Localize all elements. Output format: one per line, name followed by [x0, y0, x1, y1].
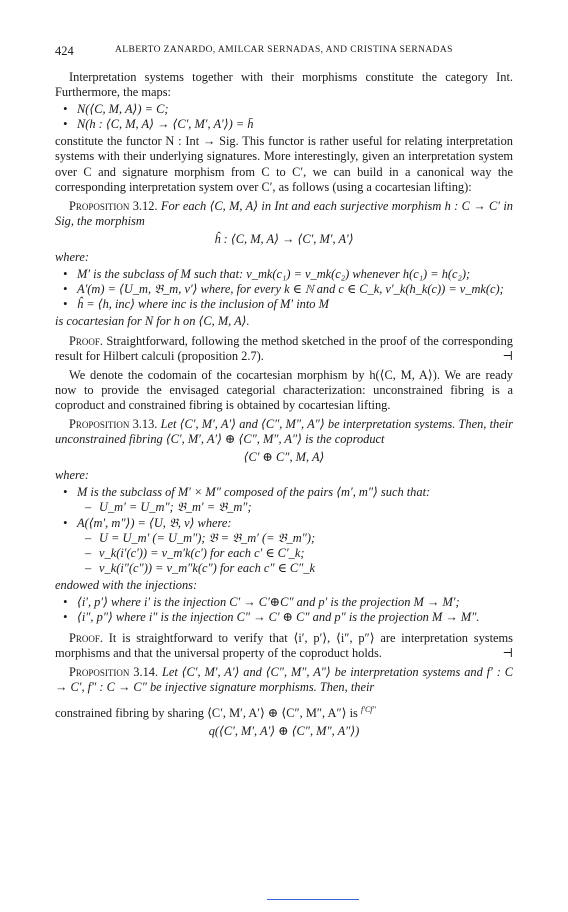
intro-paragraph: Interpretation systems together with their morphisms constitute the category Int. Furthermore, the maps:: [55, 70, 513, 100]
proposition-text: For each ⟨C, M, A⟩ in Int and each surjective morphism h : C → C′ in Sig, the morphism: [55, 198, 513, 228]
qed-symbol: ⊣: [502, 646, 513, 661]
proof-text: Straightforward, following the method sketched in the proof of the corresponding result for Hilbert calculi (proposition 2.7).: [55, 333, 513, 363]
sub-condition: – U_m′ = U_m″; 𝔅_m′ = 𝔅_m″;: [99, 500, 513, 515]
injection-list: [55, 595, 513, 625]
running-head-authors: ALBERTO ZANARDO, AMILCAR SERNADAS, AND CRISTINA SERNADAS: [115, 45, 453, 55]
page-body: [55, 70, 513, 742]
proposition-3-12: [55, 199, 513, 229]
display-formula: ĥ : ⟨C, M, A⟩ → ⟨C′, M′, A′⟩: [214, 231, 354, 246]
proof-label: Proof.: [69, 631, 103, 646]
display-formula: q(⟨C′, M′, A′⟩ ⊕ ⟨C″, M″, A″⟩): [208, 723, 360, 738]
codomain-paragraph: We denote the codomain of the cocartesian morphism by h(⟨C, M, A⟩). We are ready now to provide the envisaged categorial characterization: unconstrained fibring is a coproduct and constrained fibring is obtained by cocartesian lifting.: [55, 367, 513, 412]
proposition-label: Proposition 3.12.: [69, 198, 158, 213]
proof-label: Proof.: [69, 333, 103, 348]
functor-map-list: [55, 102, 513, 132]
sub-condition: – v_k(i″(c″)) = v_m″k(c″) for each c″ ∈ C″_k: [99, 561, 513, 576]
coproduct-conditions: [55, 485, 513, 576]
functor-paragraph: constitute the functor N : Int → Sig. This functor is rather useful for relating interpretation systems with their underlying signatures. More interestingly, given an interpretation system over C and signature morphism from C to C′, we can build in a canonical way the corresponding interpretation system over C′, as follows (using a cocartesian lifting):: [55, 134, 513, 194]
proposition-text: Let ⟨C′, M′, A′⟩ and ⟨C″, M″, A″⟩ be interpretation systems and f′ : C → C′, f″ : C → C″ be injective signature morphisms. Then, their: [55, 665, 513, 695]
endowed-label: endowed with the injections:: [55, 577, 198, 592]
condition-item: • M is the subclass of M′ × M″ composed of the pairs ⟨m′, m″⟩ such that: – U_m′ = U_m″; 𝔅_m′ = 𝔅_m″;: [77, 485, 513, 515]
proof-3-13: [55, 631, 513, 661]
condition-item: • A(⟨m′, m″⟩) = ⟨U, 𝔅, v⟩ where: – U = U_m′ (= U_m″); 𝔅 = 𝔅_m′ (= 𝔅_m″); – v_k(i′(c′)) = v_m′k(c′) for each c′ ∈ C′_k; – v_k(i″(c″)) = v_m″k(c″) for each c″ ∈ C″_k: [77, 516, 513, 576]
functor-map-item: • N(⟨C, M, A⟩) = C;: [77, 102, 513, 117]
footer-link-line: [267, 899, 359, 900]
injection-item: • ⟨i″, p″⟩ where i″ is the injection C″ → C′ ⊕ C″ and p″ is the projection M → M″.: [77, 610, 513, 625]
functor-map-item: • N(h : ⟨C, M, A⟩ → ⟨C′, M′, A′⟩) = h̄: [77, 117, 513, 132]
page-number: 424: [55, 44, 74, 58]
condition-item: • M′ is the subclass of M such that: v_mk(c₁) = v_mk(c₂) whenever h(c₁) = h(c₂);: [77, 267, 513, 282]
proposition-last-line: constrained fibring by sharing ⟨C′, M′, A′⟩ ⊕ ⟨C″, M″, A″⟩ is $^{f'Cf''}$: [55, 704, 376, 720]
sub-condition: – U = U_m′ (= U_m″); 𝔅 = 𝔅_m′ (= 𝔅_m″);: [99, 531, 513, 546]
proposition-text: Let ⟨C′, M′, A′⟩ and ⟨C″, M″, A″⟩ be interpretation systems. Then, their unconstrained fibring ⟨C′, M′, A′⟩ ⊕ ⟨C″, M″, A″⟩ is the coproduct: [55, 416, 514, 447]
proposition-tail: is cocartesian for N for h on ⟨C, M, A⟩.: [55, 314, 250, 329]
oplus-superscript: f′Cf″: [360, 704, 376, 714]
sub-condition: – v_k(i′(c′)) = v_m′k(c′) for each c′ ∈ C′_k;: [99, 546, 513, 561]
running-header: [55, 44, 513, 60]
condition-item: • ĥ = ⟨h, inc⟩ where inc is the inclusion of M′ into M: [77, 297, 513, 312]
condition-item: • A′(m) = ⟨U_m, 𝔅_m, v′⟩ where, for every k ∈ ℕ and c ∈ C_k, v′_k(h_k(c)) = v_mk(c);: [77, 282, 513, 297]
proof-3-12: [55, 334, 513, 364]
display-formula: ⟨C′ ⊕ C″, M, A⟩: [243, 450, 325, 465]
proposition-label: Proposition 3.14.: [69, 665, 159, 680]
condition-list: [55, 267, 513, 312]
proposition-3-13: [55, 417, 513, 447]
where-label: where:: [55, 468, 89, 483]
proof-text: It is straightforward to verify that ⟨i′, p′⟩, ⟨i″, p″⟩ are interpretation systems morphisms and that the universal property of the coproduct holds.: [55, 631, 513, 661]
proposition-3-14: [55, 665, 513, 695]
where-label: where:: [55, 250, 89, 265]
injection-item: • ⟨i′, p′⟩ where i′ is the injection C′ → C′⊕C″ and p′ is the projection M → M′;: [77, 595, 513, 610]
proposition-label: Proposition 3.13.: [69, 416, 158, 431]
qed-symbol: ⊣: [502, 348, 513, 363]
